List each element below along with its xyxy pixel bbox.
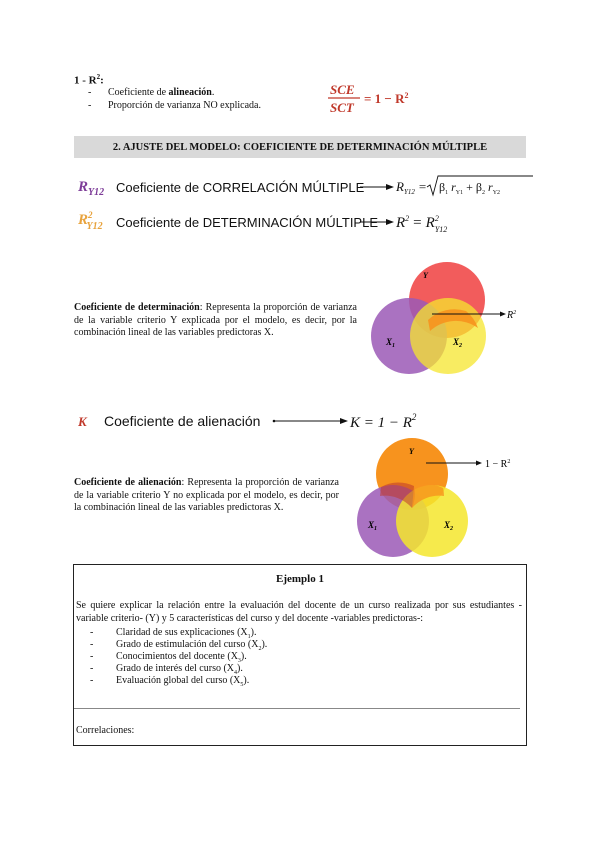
symbol-r-y12: $R_{Y12}$ <box>78 179 105 198</box>
example-item-3: - Conocimientos del docente $(X_3)$. <box>90 651 247 664</box>
arrow-head <box>386 219 394 225</box>
example-divider <box>74 708 520 709</box>
venn2-label-x1: $X_1$ <box>368 520 378 532</box>
formula-k: $K = 1 - R^2$ <box>350 412 417 431</box>
venn1-label-y: Y <box>423 271 428 280</box>
venn2-label-y: Y <box>409 447 414 456</box>
label-determination-multiple: Coeficiente de DETERMINACIÓN MÚLTIPLE <box>116 215 378 230</box>
arrow-head <box>386 184 394 190</box>
label-correlation-multiple: Coeficiente de CORRELACIÓN MÚLTIPLE <box>116 180 365 195</box>
example-item-4: - Grado de interés del curso $(X_4)$. <box>90 663 243 676</box>
section1-bullet-1: - Coeficiente de alineación. <box>88 87 215 98</box>
venn1-arrow-label: $R^2$ <box>507 310 517 321</box>
example-intro: Se quiere explicar la relación entre la evaluación del docente de un curso realizada por sus estudiantes -variable criterio- (Y) y 5 características del curso y del docente -variables predictoras-: <box>76 600 522 624</box>
section2-header: 2. AJUSTE DEL MODELO: COEFICIENTE DE DETERMINACIÓN MÚLTIPLE <box>74 136 526 158</box>
paragraph-determination: Coeficiente de determinación: Representa la proporción de varianza de la variable criterio Y explicada por el modelo, es decir, por la combinación lineal de las variables predictoras X. <box>74 302 357 339</box>
example-item-1: - Claridad de sus explicaciones $(X_1)$. <box>90 627 257 640</box>
formula-sce-sct <box>328 80 428 120</box>
arrow-head <box>340 418 348 424</box>
formula-r-y12: $R_{Y12}$ = <box>396 179 427 196</box>
formula-numerator: SCE <box>330 82 355 97</box>
venn2-arrow-head <box>476 461 482 466</box>
example-box <box>73 564 527 746</box>
symbol-r2-y12: $R^2$ Y12 <box>78 210 103 232</box>
venn2-arrow-label: $1 - R^2$ <box>485 459 511 470</box>
label-alienation: Coeficiente de alienación <box>104 413 261 429</box>
venn1-label-x1: $X_1$ <box>386 337 396 349</box>
coef-row-correlation <box>78 174 538 202</box>
formula-r-y12-terms: $\beta_1$ $r_{Y1} + \beta_2$ $r_{Y2}$ <box>439 180 501 196</box>
venn-diagram-determination <box>360 255 530 375</box>
venn1-arrow-head <box>500 312 506 317</box>
example-item-2: - Grado de estimulación del curso $(X_2)$. <box>90 639 268 652</box>
section1-bullet-2: - Proporción de varianza NO explicada. <box>88 100 261 111</box>
coef-row-determination <box>78 207 538 235</box>
example-correlations-label: Correlaciones: <box>76 725 135 736</box>
paragraph-alienation: Coeficiente de alienación: Representa la proporción de varianza de la variable criterio Y no explicada por el modelo, es decir, por la combinación lineal de las variables predictoras X. <box>74 477 339 514</box>
venn-circle-x2 <box>410 298 486 374</box>
venn1-label-x2: $X_2$ <box>453 337 463 349</box>
formula-rhs: = $1 - R^2$ <box>364 91 409 106</box>
venn-diagram-alienation <box>352 436 532 560</box>
example-title: Ejemplo 1 <box>276 573 324 585</box>
coef-row-alienation <box>78 408 438 436</box>
symbol-k: K <box>78 414 87 429</box>
example-item-5: - Evaluación global del curso $(X_5)$. <box>90 675 250 688</box>
venn2-label-x2: $X_2$ <box>444 520 454 532</box>
section1-title: $1 - R^2$: <box>74 73 104 87</box>
formula-denominator: SCT <box>330 100 354 115</box>
formula-r2-y12: $R^2 = R^2$ Y12 <box>396 214 448 234</box>
